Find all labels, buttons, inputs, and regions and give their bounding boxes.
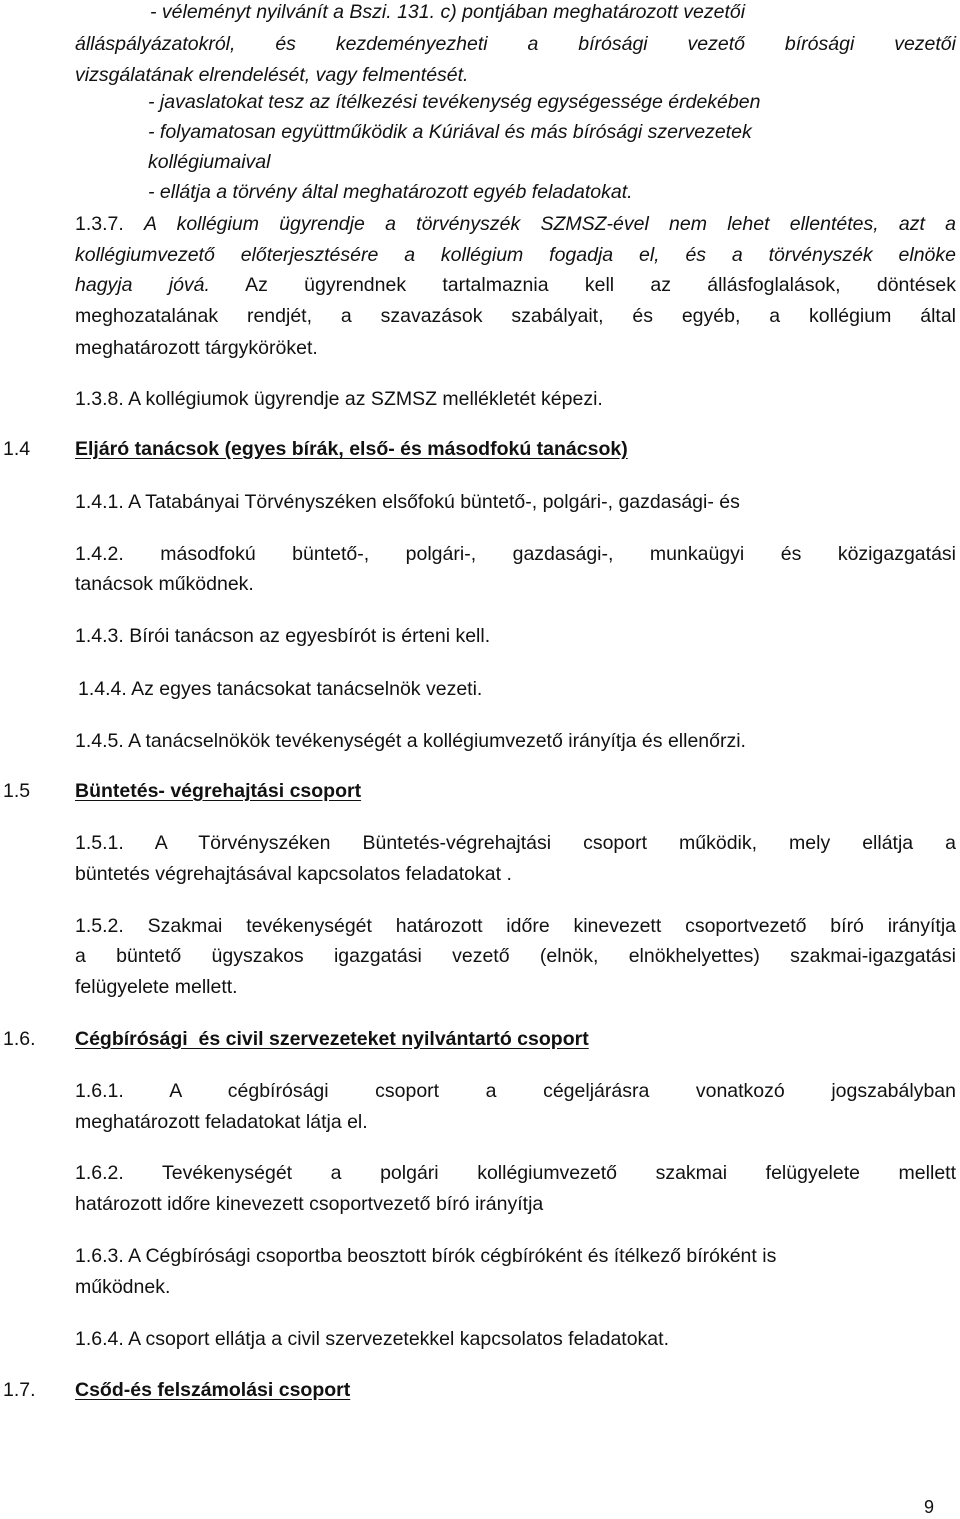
paragraph-1-4-4: 1.4.4. Az egyes tanácsokat tanácselnök vezeti. — [78, 678, 483, 700]
paragraph-1-6-4: 1.6.4. A csoport ellátja a civil szervezetekkel kapcsolatos feladatokat. — [75, 1328, 669, 1350]
body-text-line: kollégiumaival — [148, 151, 271, 173]
list-item-opinion: - véleményt nyilvánít a Bszi. 131. c) pontjában meghatározott vezetői — [150, 1, 746, 23]
paragraph-1-3-8: 1.3.8. A kollégiumok ügyrendje az SZMSZ mellékletét képezi. — [75, 388, 603, 410]
paragraph-1-6-1-line: meghatározott feladatokat látja el. — [75, 1111, 368, 1133]
paragraph-1-4-3: 1.4.3. Bírói tanácson az egyesbírót is érteni kell. — [75, 625, 491, 647]
paragraph-1-5-1-line: 1.5.1. A Törvényszéken Büntetés-végrehajtási csoport működik, mely ellátja a — [75, 832, 956, 854]
paragraph-1-3-7-line: kollégiumvezető előterjesztésére a kollégium fogadja el, és a törvényszék elnöke — [75, 244, 956, 266]
paragraph-1-5-2-line: a büntető ügyszakos igazgatási vezető (elnök, elnökhelyettes) szakmai-igazgatási — [75, 945, 956, 967]
paragraph-1-3-7-line: meghozatalának rendjét, a szavazások szabályait, és egyéb, a kollégium által — [75, 305, 956, 327]
body-text-line: álláspályázatokról, és kezdeményezheti a bírósági vezető bírósági vezetői — [75, 33, 956, 55]
paragraph-1-5-1-line: büntetés végrehajtásával kapcsolatos feladatokat . — [75, 863, 512, 885]
paragraph-1-3-7-line: meghatározott tárgyköröket. — [75, 337, 318, 359]
paragraph-1-5-2-line: 1.5.2. Szakmai tevékenységét határozott időre kinevezett csoportvezető bíró irányítja — [75, 915, 956, 937]
section-heading: Büntetés- végrehajtási csoport — [75, 780, 362, 802]
section-number: 1.7. — [3, 1379, 36, 1401]
paragraph-1-6-1-line: 1.6.1. A cégbírósági csoport a cégeljárásra vonatkozó jogszabályban — [75, 1080, 956, 1102]
section-heading: Csőd-és felszámolási csoport — [75, 1379, 351, 1401]
list-item-other-tasks: - ellátja a törvény által meghatározott egyéb feladatokat. — [148, 181, 633, 203]
section-number: 1.5 — [3, 780, 31, 802]
paragraph-1-4-2-line: tanácsok működnek. — [75, 573, 254, 595]
paragraph-1-4-1: 1.4.1. A Tatabányai Törvényszéken elsőfokú büntető-, polgári-, gazdasági- és — [75, 491, 740, 513]
page-number: 9 — [924, 1497, 935, 1517]
section-number: 1.6. — [3, 1028, 36, 1050]
paragraph-number: 1.3.7. — [75, 213, 124, 235]
paragraph-1-3-7-line: 1.3.7. A kollégium ügyrendje a törvényszék SZMSZ-ével nem lehet ellentétes, azt a — [75, 213, 956, 235]
paragraph-1-6-3-line: működnek. — [75, 1276, 171, 1298]
paragraph-1-4-5: 1.4.5. A tanácselnökök tevékenységét a kollégiumvezető irányítja és ellenőrzi. — [75, 730, 746, 752]
paragraph-1-3-7-line: hagyja jóvá. Az ügyrendnek tartalmaznia kell az állásfoglalások, döntések — [75, 274, 956, 296]
list-item-proposals: - javaslatokat tesz az ítélkezési tevékenység egységessége érdekében — [148, 91, 761, 113]
paragraph-1-6-2-line: 1.6.2. Tevékenységét a polgári kollégiumvezető szakmai felügyelete mellett — [75, 1162, 956, 1184]
list-item-cooperation: - folyamatosan együttműködik a Kúriával és más bírósági szervezetek — [148, 121, 752, 143]
paragraph-1-6-3-line: 1.6.3. A Cégbírósági csoportba beosztott bírók cégbíróként és ítélkező bíróként is — [75, 1245, 777, 1267]
paragraph-1-4-2-line: 1.4.2. másodfokú büntető-, polgári-, gazdasági-, munkaügyi és közigazgatási — [75, 543, 956, 565]
section-heading: Eljáró tanácsok (egyes bírák, első- és másodfokú tanácsok) — [75, 438, 628, 460]
body-text-line: vizsgálatának elrendelését, vagy felmentését. — [75, 64, 469, 86]
paragraph-1-6-2-line: határozott időre kinevezett csoportvezető bíró irányítja — [75, 1193, 544, 1215]
section-number: 1.4 — [3, 438, 31, 460]
paragraph-1-5-2-line: felügyelete mellett. — [75, 976, 238, 998]
section-heading: Cégbírósági és civil szervezeteket nyilvántartó csoport — [75, 1028, 589, 1050]
